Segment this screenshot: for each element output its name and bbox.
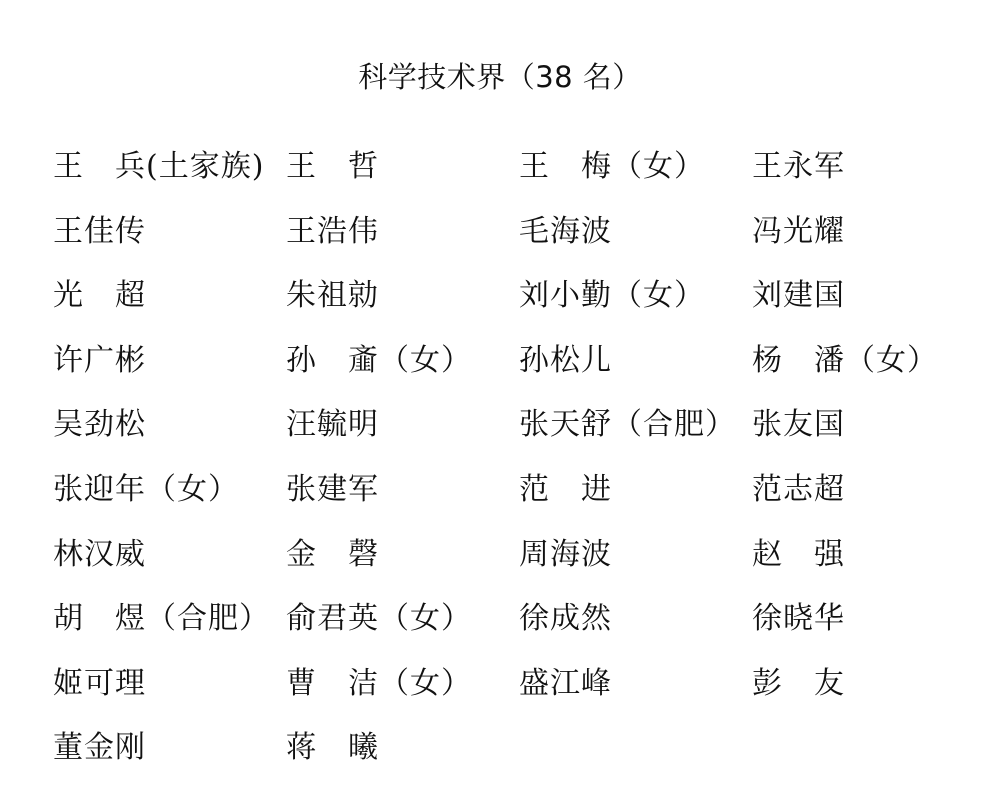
name-cell: 王 哲 — [286, 149, 379, 184]
name-cell: 曹 洁（女） — [286, 665, 472, 701]
name-cell: 徐晓华 — [752, 601, 845, 637]
name-cell: 盛江峰 — [519, 665, 612, 701]
name-cell: 王 兵(土家族) — [53, 149, 265, 184]
name-cell: 吴劲松 — [53, 407, 146, 443]
name-cell: 朱祖勍 — [286, 278, 379, 314]
name-cell: 张迎年（女） — [53, 471, 239, 507]
name-cell: 王 梅（女） — [519, 149, 705, 184]
name-cell: 刘建国 — [752, 278, 845, 314]
name-cell: 杨 潘（女） — [752, 342, 938, 378]
name-row — [53, 202, 953, 267]
name-cell: 孙松儿 — [519, 342, 612, 378]
name-cell: 范志超 — [752, 471, 845, 507]
name-cell: 胡 煜（合肥） — [53, 601, 270, 637]
name-cell: 张友国 — [752, 407, 845, 443]
name-cell: 徐成然 — [519, 601, 612, 637]
name-cell: 王永军 — [752, 149, 845, 184]
name-cell: 彭 友 — [752, 665, 845, 701]
name-row — [53, 718, 953, 783]
name-row — [53, 654, 953, 719]
name-row — [53, 589, 953, 654]
name-cell: 姬可理 — [53, 665, 146, 701]
name-cell: 董金刚 — [53, 730, 146, 766]
name-row — [53, 525, 953, 590]
name-cell: 俞君英（女） — [286, 601, 472, 637]
name-cell: 张建军 — [286, 471, 379, 507]
name-row — [53, 266, 953, 331]
name-cell: 冯光耀 — [752, 213, 845, 249]
name-cell: 张天舒（合肥） — [519, 407, 736, 443]
name-row — [53, 395, 953, 460]
name-cell: 王佳传 — [53, 213, 146, 249]
name-cell: 林汉威 — [53, 536, 146, 572]
name-cell: 许广彬 — [53, 342, 146, 378]
name-cell: 蒋 曦 — [286, 730, 379, 766]
name-cell: 光 超 — [53, 278, 146, 314]
name-cell: 周海波 — [519, 536, 612, 572]
section-title: 科学技术界（38 名） — [358, 60, 642, 94]
name-cell: 王浩伟 — [286, 213, 379, 249]
name-cell: 金 磬 — [286, 536, 379, 572]
name-cell: 赵 强 — [752, 536, 845, 572]
name-cell: 范 进 — [519, 471, 612, 507]
name-list — [53, 137, 953, 783]
name-cell: 刘小勤（女） — [519, 278, 705, 314]
name-cell: 汪毓明 — [286, 407, 379, 443]
name-cell: 孙 齑（女） — [286, 342, 472, 378]
name-row — [53, 331, 953, 396]
name-cell: 毛海波 — [519, 213, 612, 249]
name-row — [53, 137, 953, 202]
name-row — [53, 460, 953, 525]
